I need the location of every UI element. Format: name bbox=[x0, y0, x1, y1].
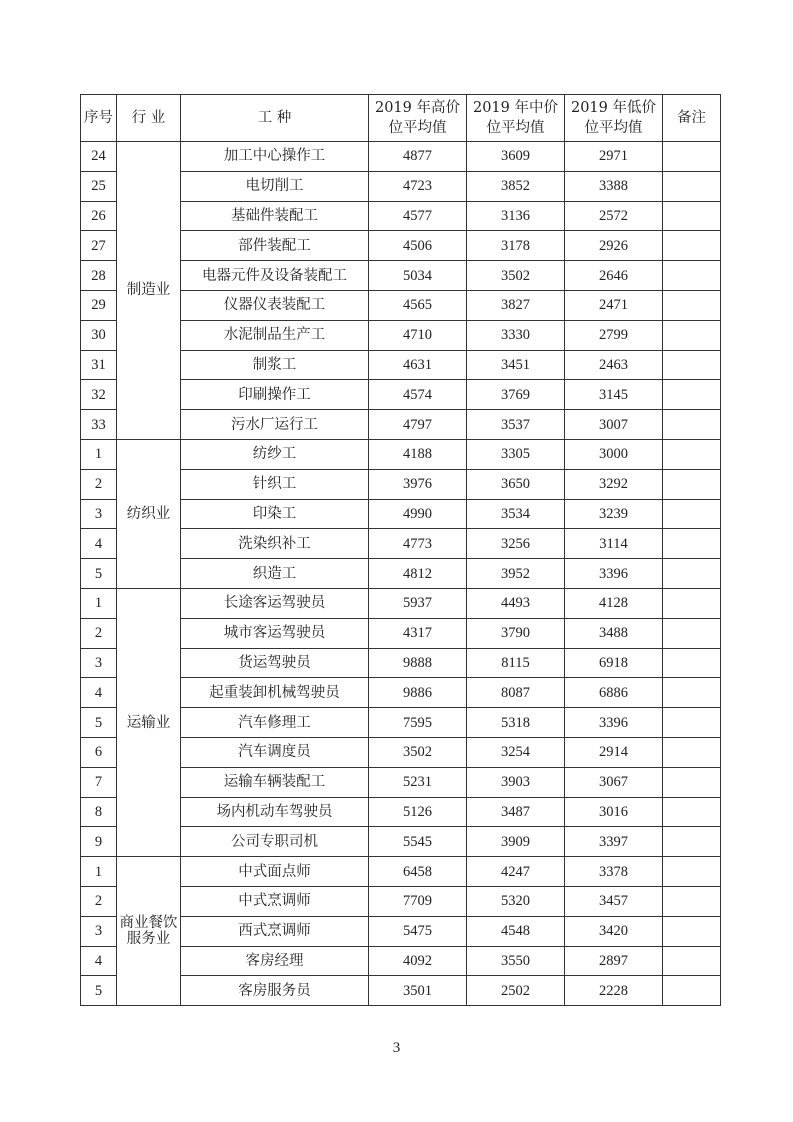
note-cell bbox=[663, 231, 721, 261]
header-mid-line1: 2019 年中价 bbox=[472, 100, 558, 116]
note-cell bbox=[663, 648, 721, 678]
mid-wage-cell: 5318 bbox=[467, 708, 565, 738]
low-wage-cell: 3420 bbox=[565, 916, 663, 946]
seq-cell: 32 bbox=[81, 380, 117, 410]
job-cell: 基础件装配工 bbox=[181, 201, 369, 231]
job-cell: 污水厂运行工 bbox=[181, 410, 369, 440]
high-wage-cell: 4773 bbox=[369, 529, 467, 559]
note-cell bbox=[663, 916, 721, 946]
seq-cell: 3 bbox=[81, 916, 117, 946]
seq-cell: 8 bbox=[81, 797, 117, 827]
job-cell: 印染工 bbox=[181, 499, 369, 529]
mid-wage-cell: 3909 bbox=[467, 827, 565, 857]
low-wage-cell: 4128 bbox=[565, 588, 663, 618]
note-cell bbox=[663, 678, 721, 708]
mid-wage-cell: 4548 bbox=[467, 916, 565, 946]
mid-wage-cell: 3534 bbox=[467, 499, 565, 529]
job-cell: 洗染织补工 bbox=[181, 529, 369, 559]
high-wage-cell: 4631 bbox=[369, 350, 467, 380]
header-low-line2: 位平均值 bbox=[584, 120, 643, 136]
note-cell bbox=[663, 976, 721, 1006]
high-wage-cell: 3501 bbox=[369, 976, 467, 1006]
low-wage-cell: 6886 bbox=[565, 678, 663, 708]
mid-wage-cell: 3827 bbox=[467, 290, 565, 320]
low-wage-cell: 6918 bbox=[565, 648, 663, 678]
mid-wage-cell: 3330 bbox=[467, 320, 565, 350]
note-cell bbox=[663, 767, 721, 797]
low-wage-cell: 3016 bbox=[565, 797, 663, 827]
job-cell: 中式面点师 bbox=[181, 857, 369, 887]
page-number: 3 bbox=[392, 1040, 401, 1056]
job-cell: 仪器仪表装配工 bbox=[181, 290, 369, 320]
mid-wage-cell: 5320 bbox=[467, 886, 565, 916]
high-wage-cell: 5034 bbox=[369, 261, 467, 291]
header-row bbox=[81, 95, 721, 142]
high-wage-cell: 5231 bbox=[369, 767, 467, 797]
low-wage-cell: 2228 bbox=[565, 976, 663, 1006]
mid-wage-cell: 2502 bbox=[467, 976, 565, 1006]
note-cell bbox=[663, 857, 721, 887]
header-high-line2: 位平均值 bbox=[388, 120, 447, 136]
high-wage-cell: 6458 bbox=[369, 857, 467, 887]
job-cell: 起重装卸机械驾驶员 bbox=[181, 678, 369, 708]
note-cell bbox=[663, 737, 721, 767]
seq-cell: 24 bbox=[81, 142, 117, 172]
mid-wage-cell: 3451 bbox=[467, 350, 565, 380]
note-cell bbox=[663, 529, 721, 559]
high-wage-cell: 7595 bbox=[369, 708, 467, 738]
job-cell: 场内机动车驾驶员 bbox=[181, 797, 369, 827]
job-cell: 汽车调度员 bbox=[181, 737, 369, 767]
note-cell bbox=[663, 142, 721, 172]
job-cell: 公司专职司机 bbox=[181, 827, 369, 857]
seq-cell: 29 bbox=[81, 290, 117, 320]
note-cell bbox=[663, 350, 721, 380]
high-wage-cell: 4574 bbox=[369, 380, 467, 410]
seq-cell: 7 bbox=[81, 767, 117, 797]
header-note: 备注 bbox=[663, 95, 721, 142]
low-wage-cell: 2463 bbox=[565, 350, 663, 380]
note-cell bbox=[663, 499, 721, 529]
job-cell: 织造工 bbox=[181, 559, 369, 589]
seq-cell: 1 bbox=[81, 857, 117, 887]
header-seq: 序号 bbox=[81, 95, 117, 142]
low-wage-cell: 3292 bbox=[565, 469, 663, 499]
mid-wage-cell: 8087 bbox=[467, 678, 565, 708]
seq-cell: 1 bbox=[81, 588, 117, 618]
low-wage-cell: 2646 bbox=[565, 261, 663, 291]
low-wage-cell: 3007 bbox=[565, 410, 663, 440]
mid-wage-cell: 3790 bbox=[467, 618, 565, 648]
low-wage-cell: 3378 bbox=[565, 857, 663, 887]
job-cell: 西式烹调师 bbox=[181, 916, 369, 946]
low-wage-cell: 2914 bbox=[565, 737, 663, 767]
low-wage-cell: 2926 bbox=[565, 231, 663, 261]
high-wage-cell: 9888 bbox=[369, 648, 467, 678]
job-cell: 水泥制品生产工 bbox=[181, 320, 369, 350]
table-row bbox=[81, 588, 721, 618]
job-cell: 客房经理 bbox=[181, 946, 369, 976]
seq-cell: 4 bbox=[81, 678, 117, 708]
table-row bbox=[81, 142, 721, 172]
mid-wage-cell: 3178 bbox=[467, 231, 565, 261]
mid-wage-cell: 3256 bbox=[467, 529, 565, 559]
industry-cell: 运输业 bbox=[117, 588, 181, 856]
high-wage-cell: 3502 bbox=[369, 737, 467, 767]
high-wage-cell: 4723 bbox=[369, 171, 467, 201]
high-wage-cell: 4317 bbox=[369, 618, 467, 648]
job-cell: 中式烹调师 bbox=[181, 886, 369, 916]
mid-wage-cell: 3537 bbox=[467, 410, 565, 440]
seq-cell: 3 bbox=[81, 648, 117, 678]
industry-cell: 制造业 bbox=[117, 142, 181, 440]
low-wage-cell: 3388 bbox=[565, 171, 663, 201]
note-cell bbox=[663, 797, 721, 827]
seq-cell: 27 bbox=[81, 231, 117, 261]
high-wage-cell: 4797 bbox=[369, 410, 467, 440]
wage-table bbox=[80, 94, 721, 1006]
note-cell bbox=[663, 410, 721, 440]
seq-cell: 9 bbox=[81, 827, 117, 857]
table-row bbox=[81, 439, 721, 469]
header-low bbox=[565, 95, 663, 142]
mid-wage-cell: 3254 bbox=[467, 737, 565, 767]
mid-wage-cell: 4493 bbox=[467, 588, 565, 618]
note-cell bbox=[663, 708, 721, 738]
note-cell bbox=[663, 588, 721, 618]
seq-cell: 2 bbox=[81, 886, 117, 916]
job-cell: 部件装配工 bbox=[181, 231, 369, 261]
seq-cell: 25 bbox=[81, 171, 117, 201]
low-wage-cell: 2471 bbox=[565, 290, 663, 320]
mid-wage-cell: 3136 bbox=[467, 201, 565, 231]
mid-wage-cell: 3502 bbox=[467, 261, 565, 291]
note-cell bbox=[663, 469, 721, 499]
mid-wage-cell: 3769 bbox=[467, 380, 565, 410]
high-wage-cell: 4577 bbox=[369, 201, 467, 231]
job-cell: 电器元件及设备装配工 bbox=[181, 261, 369, 291]
seq-cell: 33 bbox=[81, 410, 117, 440]
mid-wage-cell: 3952 bbox=[467, 559, 565, 589]
low-wage-cell: 3145 bbox=[565, 380, 663, 410]
seq-cell: 26 bbox=[81, 201, 117, 231]
job-cell: 货运驾驶员 bbox=[181, 648, 369, 678]
low-wage-cell: 2572 bbox=[565, 201, 663, 231]
job-cell: 长途客运驾驶员 bbox=[181, 588, 369, 618]
low-wage-cell: 3000 bbox=[565, 439, 663, 469]
high-wage-cell: 5475 bbox=[369, 916, 467, 946]
seq-cell: 3 bbox=[81, 499, 117, 529]
seq-cell: 5 bbox=[81, 708, 117, 738]
low-wage-cell: 2897 bbox=[565, 946, 663, 976]
seq-cell: 31 bbox=[81, 350, 117, 380]
industry-cell: 商业餐饮服务业 bbox=[117, 857, 181, 1006]
low-wage-cell: 3114 bbox=[565, 529, 663, 559]
note-cell bbox=[663, 380, 721, 410]
low-wage-cell: 3396 bbox=[565, 708, 663, 738]
high-wage-cell: 5126 bbox=[369, 797, 467, 827]
seq-cell: 4 bbox=[81, 946, 117, 976]
mid-wage-cell: 3903 bbox=[467, 767, 565, 797]
job-cell: 加工中心操作工 bbox=[181, 142, 369, 172]
high-wage-cell: 5545 bbox=[369, 827, 467, 857]
header-low-line1: 2019 年低价 bbox=[570, 100, 656, 116]
job-cell: 城市客运驾驶员 bbox=[181, 618, 369, 648]
mid-wage-cell: 3305 bbox=[467, 439, 565, 469]
low-wage-cell: 3488 bbox=[565, 618, 663, 648]
header-job: 工 种 bbox=[181, 95, 369, 142]
high-wage-cell: 4812 bbox=[369, 559, 467, 589]
mid-wage-cell: 3550 bbox=[467, 946, 565, 976]
high-wage-cell: 4710 bbox=[369, 320, 467, 350]
job-cell: 制浆工 bbox=[181, 350, 369, 380]
low-wage-cell: 2971 bbox=[565, 142, 663, 172]
header-mid-line2: 位平均值 bbox=[486, 120, 545, 136]
high-wage-cell: 4877 bbox=[369, 142, 467, 172]
low-wage-cell: 3067 bbox=[565, 767, 663, 797]
job-cell: 运输车辆装配工 bbox=[181, 767, 369, 797]
note-cell bbox=[663, 559, 721, 589]
header-industry: 行 业 bbox=[117, 95, 181, 142]
seq-cell: 28 bbox=[81, 261, 117, 291]
note-cell bbox=[663, 201, 721, 231]
high-wage-cell: 7709 bbox=[369, 886, 467, 916]
note-cell bbox=[663, 946, 721, 976]
high-wage-cell: 4990 bbox=[369, 499, 467, 529]
low-wage-cell: 2799 bbox=[565, 320, 663, 350]
note-cell bbox=[663, 261, 721, 291]
mid-wage-cell: 3650 bbox=[467, 469, 565, 499]
low-wage-cell: 3457 bbox=[565, 886, 663, 916]
note-cell bbox=[663, 886, 721, 916]
seq-cell: 30 bbox=[81, 320, 117, 350]
mid-wage-cell: 3487 bbox=[467, 797, 565, 827]
header-mid bbox=[467, 95, 565, 142]
high-wage-cell: 4188 bbox=[369, 439, 467, 469]
job-cell: 纺纱工 bbox=[181, 439, 369, 469]
mid-wage-cell: 4247 bbox=[467, 857, 565, 887]
job-cell: 电切削工 bbox=[181, 171, 369, 201]
table-row bbox=[81, 857, 721, 887]
job-cell: 汽车修理工 bbox=[181, 708, 369, 738]
industry-cell: 纺织业 bbox=[117, 439, 181, 588]
note-cell bbox=[663, 439, 721, 469]
note-cell bbox=[663, 290, 721, 320]
seq-cell: 5 bbox=[81, 976, 117, 1006]
high-wage-cell: 4565 bbox=[369, 290, 467, 320]
note-cell bbox=[663, 618, 721, 648]
job-cell: 针织工 bbox=[181, 469, 369, 499]
mid-wage-cell: 3609 bbox=[467, 142, 565, 172]
low-wage-cell: 3397 bbox=[565, 827, 663, 857]
high-wage-cell: 4092 bbox=[369, 946, 467, 976]
high-wage-cell: 5937 bbox=[369, 588, 467, 618]
header-high bbox=[369, 95, 467, 142]
job-cell: 客房服务员 bbox=[181, 976, 369, 1006]
note-cell bbox=[663, 320, 721, 350]
job-cell: 印刷操作工 bbox=[181, 380, 369, 410]
seq-cell: 2 bbox=[81, 618, 117, 648]
note-cell bbox=[663, 171, 721, 201]
low-wage-cell: 3396 bbox=[565, 559, 663, 589]
seq-cell: 2 bbox=[81, 469, 117, 499]
note-cell bbox=[663, 827, 721, 857]
high-wage-cell: 4506 bbox=[369, 231, 467, 261]
mid-wage-cell: 3852 bbox=[467, 171, 565, 201]
header-high-line1: 2019 年高价 bbox=[374, 100, 460, 116]
low-wage-cell: 3239 bbox=[565, 499, 663, 529]
mid-wage-cell: 8115 bbox=[467, 648, 565, 678]
seq-cell: 5 bbox=[81, 559, 117, 589]
seq-cell: 6 bbox=[81, 737, 117, 767]
seq-cell: 1 bbox=[81, 439, 117, 469]
table-body bbox=[81, 142, 721, 1006]
high-wage-cell: 3976 bbox=[369, 469, 467, 499]
seq-cell: 4 bbox=[81, 529, 117, 559]
high-wage-cell: 9886 bbox=[369, 678, 467, 708]
